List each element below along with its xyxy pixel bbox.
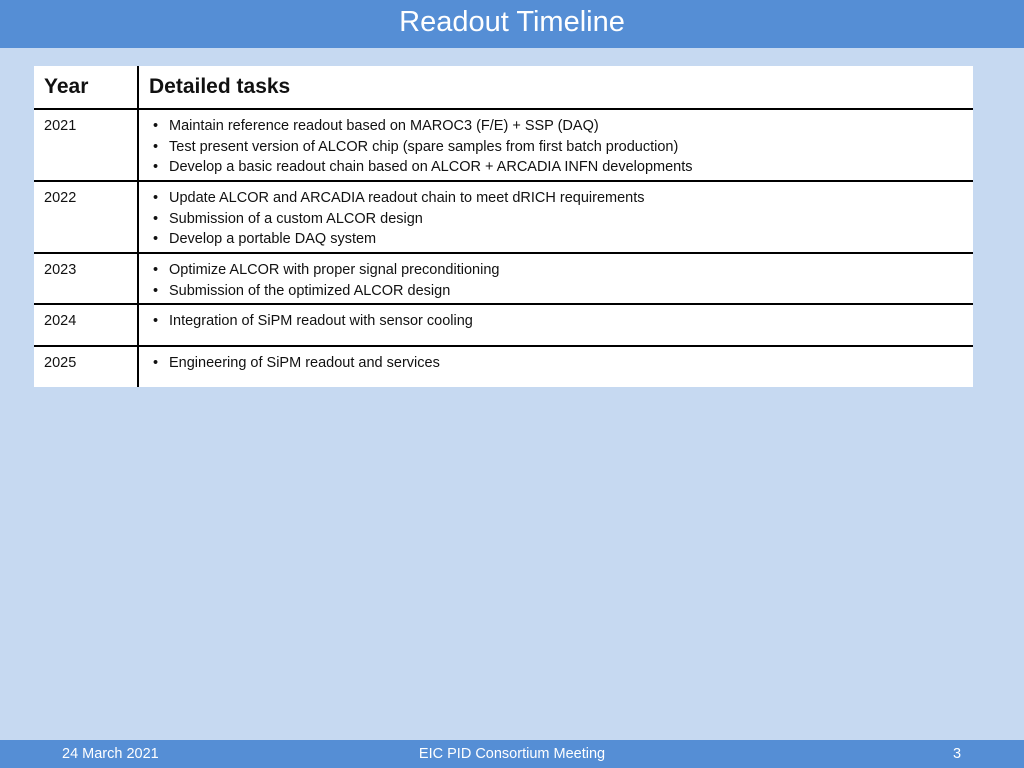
- slide-title: Readout Timeline: [399, 6, 625, 38]
- tasks-cell: [138, 304, 973, 346]
- task-list: [149, 254, 973, 301]
- tasks-cell: [138, 346, 973, 387]
- task-list: [149, 305, 973, 332]
- table-row: [34, 109, 973, 181]
- tasks-cell: [138, 253, 973, 304]
- task-item: • Test present version of ALCOR chip (spare samples from first batch production): [153, 137, 973, 158]
- footer-meeting-name: EIC PID Consortium Meeting: [418, 746, 606, 762]
- task-item: • Submission of the optimized ALCOR design: [153, 281, 973, 302]
- table-row: [34, 253, 973, 304]
- year-text: 2024: [44, 313, 77, 329]
- year-cell: [34, 253, 138, 304]
- tasks-cell: [138, 109, 973, 181]
- task-item: • Submission of a custom ALCOR design: [153, 209, 973, 230]
- task-list: [149, 182, 973, 250]
- task-item: • Integration of SiPM readout with sensor cooling: [153, 311, 973, 332]
- task-item: • Maintain reference readout based on MAROC3 (F/E) + SSP (DAQ): [153, 116, 973, 137]
- task-list: [149, 347, 973, 374]
- task-item: • Develop a portable DAQ system: [153, 229, 973, 250]
- table-row: [34, 304, 973, 346]
- page-number: 3: [953, 746, 962, 762]
- table-header-row: [34, 66, 973, 109]
- year-cell: [34, 304, 138, 346]
- task-list: [149, 110, 973, 178]
- task-item: • Engineering of SiPM readout and services: [153, 353, 973, 374]
- task-item: • Update ALCOR and ARCADIA readout chain to meet dRICH requirements: [153, 188, 973, 209]
- timeline-table: [34, 66, 973, 387]
- year-cell: [34, 109, 138, 181]
- table-row: [34, 181, 973, 253]
- column-header-year: Year: [34, 66, 138, 109]
- task-item: • Develop a basic readout chain based on ALCOR + ARCADIA INFN developments: [153, 157, 973, 178]
- title-bar: [0, 0, 1024, 48]
- column-header-tasks: Detailed tasks: [138, 66, 973, 109]
- table-row: [34, 346, 973, 387]
- year-text: 2022: [44, 190, 77, 206]
- year-text: 2021: [44, 118, 77, 134]
- task-item: • Optimize ALCOR with proper signal preconditioning: [153, 260, 973, 281]
- timeline-table-container: [34, 66, 973, 387]
- footer-date: 24 March 2021: [62, 746, 159, 762]
- tasks-cell: [138, 181, 973, 253]
- year-cell: [34, 346, 138, 387]
- year-text: 2025: [44, 355, 77, 371]
- year-text: 2023: [44, 262, 77, 278]
- year-cell: [34, 181, 138, 253]
- footer-bar: [0, 740, 1024, 768]
